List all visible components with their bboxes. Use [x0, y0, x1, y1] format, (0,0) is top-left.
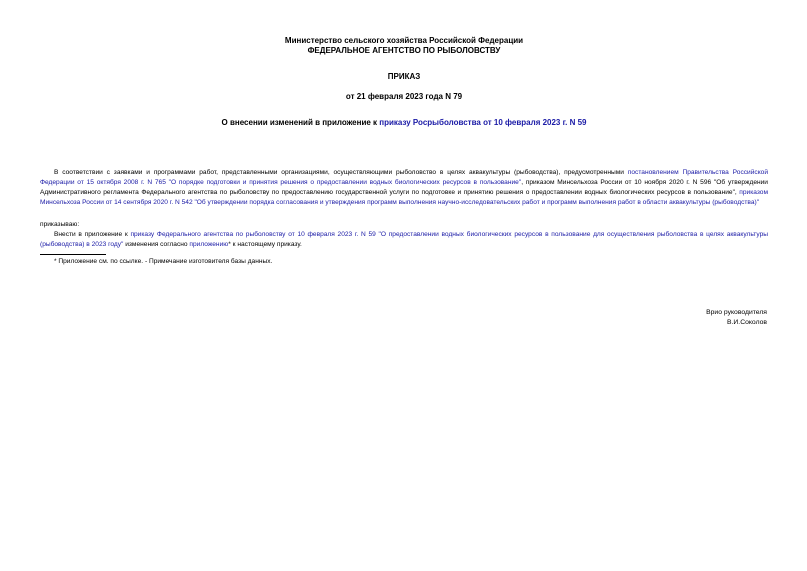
- footnote-divider: [40, 254, 106, 255]
- document: [40, 36, 768, 267]
- footnote: * Приложение см. по ссылке. - Примечание изготовителя базы данных.: [54, 258, 273, 265]
- decree-word: приказываю:: [40, 221, 80, 228]
- order-title: [40, 118, 768, 128]
- amend-text-2: изменения согласно: [123, 241, 190, 248]
- order-heading: ПРИКАЗ: [387, 72, 421, 81]
- intro-text-1: В соответствии с заявками и программами работ, представленными организациями, осуществляющими рыболовство в целях аквакультуры (рыбоводства), предусмотренными: [54, 169, 628, 176]
- agency-name: ФЕДЕРАЛЬНОЕ АГЕНТСТВО ПО РЫБОЛОВСТВУ: [307, 46, 501, 55]
- ministry-order-link[interactable]: приказом Минсельхоза России от 14 сентября 2020 г. N 542 "Об утверждении порядка согласования и утверждения программ выполнения научно-исследовательских работ и программ выполнения работ в области аквакультуры (рыбоводства)": [40, 189, 768, 206]
- appendix-link[interactable]: приложению: [189, 241, 229, 248]
- order-title-text: О внесении изменений в приложение к: [221, 118, 380, 127]
- ministry-name: Министерство сельского хозяйства Российской Федерации: [284, 36, 524, 45]
- amendment-paragraph: [40, 230, 768, 250]
- amend-text-3: * к настоящему приказу.: [228, 241, 302, 248]
- signatory-position: Врио руководителя: [706, 309, 767, 316]
- government-decree-link[interactable]: постановлением Правительства Российской Федерации от 15 октября 2008 г. N 765 "О порядке подготовки и принятия решения о предоставлении водных биологических ресурсов в пользование": [40, 169, 769, 186]
- order-date: от 21 февраля 2023 года N 79: [345, 92, 463, 101]
- amend-text-1: Внести в приложение к: [54, 231, 131, 238]
- signature-block: [706, 308, 767, 328]
- signatory-name: В.И.Соколов: [727, 319, 767, 326]
- order-title-link[interactable]: приказу Росрыболовства от 10 февраля 2023 г. N 59: [379, 118, 587, 127]
- intro-text-2: , приказом Минсельхоза России от 10 ноября 2020 г. N 596 "Об утверждении Административного регламента Федерального агентства по рыболовству по предоставлению государственной услуги по подготовке и принятию решения о предоставлении водных биологических ресурсов в пользование",: [40, 179, 768, 196]
- amended-order-link[interactable]: приказу Федерального агентства по рыболовству от 10 февраля 2023 г. N 59 "О предоставлении водных биологических ресурсов в пользование для осуществления рыболовства в целях аквакультуры (рыбоводства) в 2023 году": [40, 231, 768, 248]
- intro-paragraph: [40, 168, 768, 208]
